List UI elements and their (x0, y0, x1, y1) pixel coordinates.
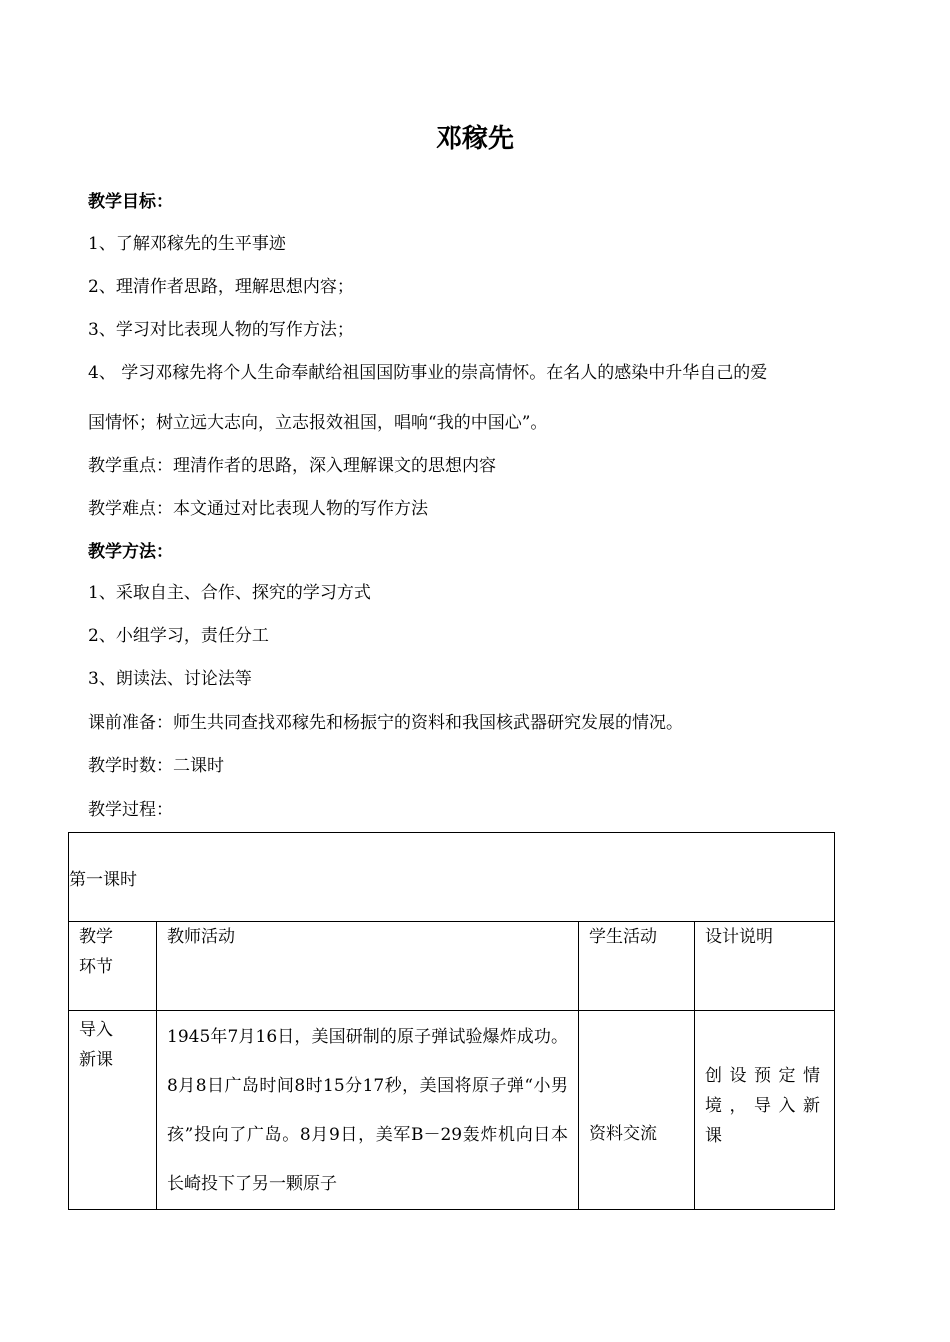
difficulty: 教学难点：本文通过对比表现人物的写作方法 (88, 499, 428, 519)
method-item-3: 3、朗读法、讨论法等 (88, 669, 252, 689)
process-table (68, 832, 835, 1210)
process-label: 教学过程： (88, 800, 173, 820)
row-teacher-cell (157, 1011, 579, 1210)
col-stage-line1: 教学 (79, 927, 113, 947)
row-design-text: 创设预定情境，导入新课 (705, 1066, 824, 1146)
column-header-row (69, 922, 835, 1011)
row-student-cell (579, 1011, 695, 1210)
objectives-heading: 教学目标： (88, 192, 173, 212)
col-student-header: 学生活动 (579, 922, 695, 1011)
row-teacher-text: 1945年7月16日，美国研制的原子弹试验爆炸成功。8月8日广岛时间8时15分17秒，美国将原子弹“小男孩”投向了广岛。8月9日，美军B－29轰炸机向日本长崎投下了另一颗原子 (167, 1027, 568, 1194)
col-stage-header (69, 922, 157, 1011)
objective-item-2: 2、理清作者思路，理解思想内容； (88, 277, 354, 297)
lesson-title (69, 833, 835, 922)
objective-item-1: 1、了解邓稼先的生平事迹 (88, 234, 286, 254)
objective-item-4: 4、 学习邓稼先将个人生命奉献给祖国国防事业的崇高情怀。在名人的感染中升华自己的爱 (88, 363, 768, 383)
col-teacher-header: 教师活动 (157, 922, 579, 1011)
method-item-2: 2、小组学习，责任分工 (88, 626, 269, 646)
col-design-header: 设计说明 (695, 922, 835, 1011)
table-header-row (69, 833, 835, 922)
teaching-hours: 教学时数：二课时 (88, 756, 224, 776)
lesson-title-text: 第一课时 (69, 869, 137, 890)
objective-item-4-continued: 国情怀；树立远大志向，立志报效祖国，唱响“我的中国心”。 (88, 413, 548, 433)
method-item-1: 1、采取自主、合作、探究的学习方式 (88, 583, 371, 603)
row-stage-line2: 新课 (79, 1050, 113, 1070)
row-student-text: 资料交流 (589, 1124, 657, 1144)
col-stage-line2: 环节 (79, 957, 113, 977)
table-row (69, 1011, 835, 1210)
objective-item-3: 3、学习对比表现人物的写作方法； (88, 320, 354, 340)
row-design-cell (695, 1011, 835, 1210)
preparation: 课前准备：师生共同查找邓稼先和杨振宁的资料和我国核武器研究发展的情况。 (88, 713, 683, 733)
page-title: 邓稼先 (435, 124, 514, 154)
row-stage-line1: 导入 (79, 1020, 113, 1040)
methods-heading: 教学方法： (88, 542, 173, 562)
row-stage-cell (69, 1011, 157, 1210)
key-point: 教学重点：理清作者的思路，深入理解课文的思想内容 (88, 456, 496, 476)
